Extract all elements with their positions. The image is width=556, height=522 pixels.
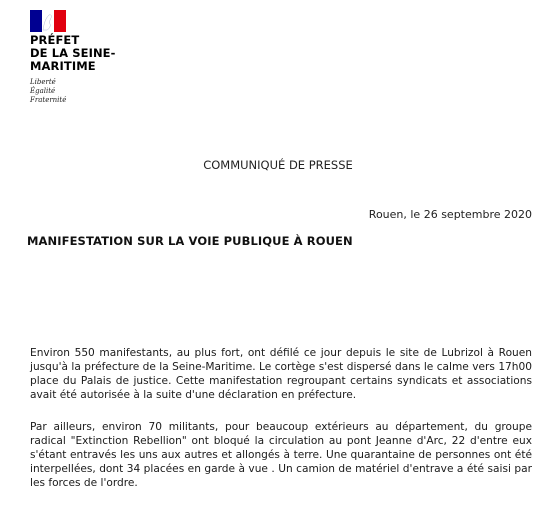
- prefecture-name-line: PRÉFET: [30, 33, 80, 47]
- body-paragraph: Par ailleurs, environ 70 militants, pour beaucoup extérieurs au département, du groupe radical "Extinction Rebellion" ont bloqué la circulation au pont Jeanne d'Arc, 22 d'entre eux s'étant entravés les uns aux autres et allongés à terre. Une quarantaine de personnes ont été interpellées, dont 34 placées en garde à vue . Un camion de matériel d'entrave a été saisi par les forces de l'ordre.: [30, 421, 532, 489]
- republic-motto: [30, 78, 66, 105]
- prefecture-name-line: DE LA SEINE-: [30, 46, 116, 60]
- motto-line: Liberté: [30, 78, 56, 86]
- document-type: COMMUNIQUÉ DE PRESSE: [203, 158, 353, 172]
- date-line: Rouen, le 26 septembre 2020: [368, 208, 532, 221]
- headline: MANIFESTATION SUR LA VOIE PUBLIQUE À ROUEN: [27, 234, 353, 248]
- motto-line: Fraternité: [30, 96, 67, 104]
- marianne-flag-icon: [30, 10, 66, 32]
- prefecture-name-line: MARITIME: [30, 59, 96, 73]
- body-paragraph: Environ 550 manifestants, au plus fort, ont défilé ce jour depuis le site de Lubrizol à Rouen jusqu'à la préfecture de la Seine-Maritime. Le cortège s'est dispersé dans le calme vers 17h00 place du Palais de justice. Cette manifestation regroupant certains syndicats et associations avait été autorisée à la suite d'une déclaration en préfecture.: [30, 347, 532, 401]
- motto-line: Égalité: [30, 87, 56, 95]
- prefecture-name: [30, 34, 150, 73]
